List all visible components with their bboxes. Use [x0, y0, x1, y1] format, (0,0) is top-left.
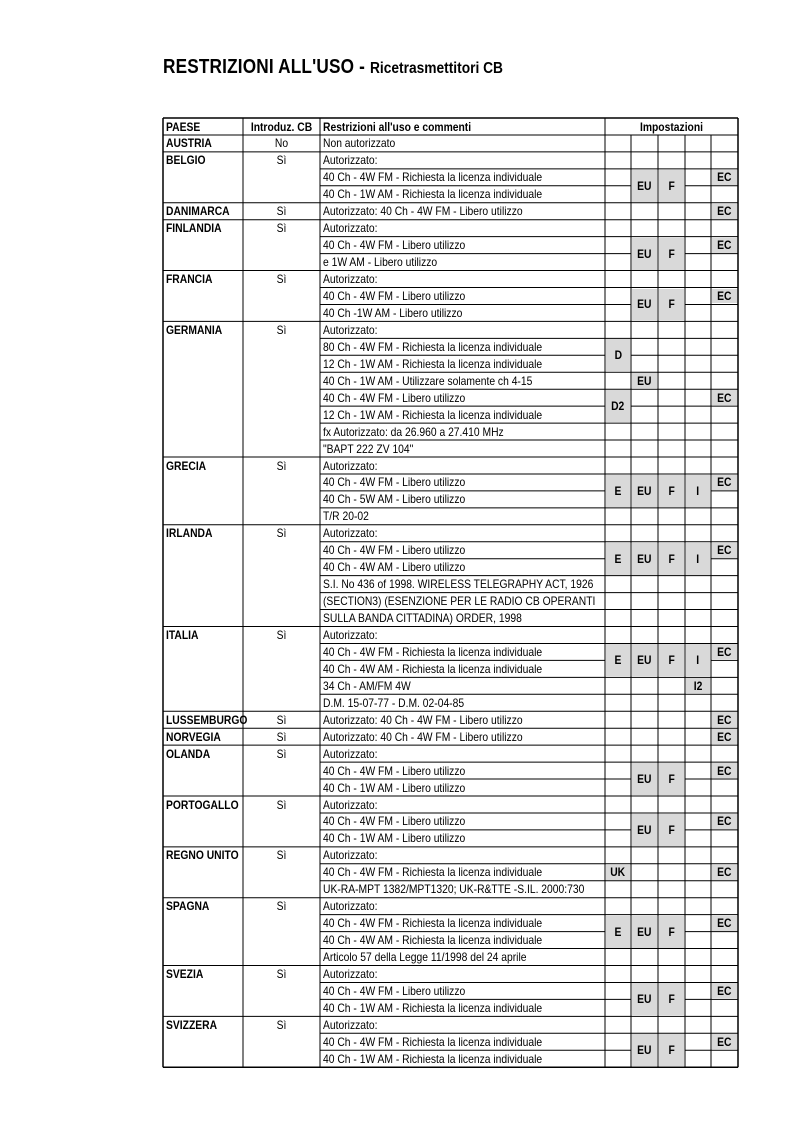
setting-badge-label: EC: [717, 170, 732, 185]
setting-badge: [659, 475, 684, 507]
setting-badge: [606, 865, 630, 880]
country-name: IRLANDA: [166, 526, 213, 541]
comment-line: 40 Ch - 4W FM - Libero utilizzo: [323, 814, 466, 829]
comment-line: 34 Ch - AM/FM 4W: [323, 678, 411, 693]
comment-line: 40 Ch -1W AM - Libero utilizzo: [323, 305, 463, 320]
setting-badge: [712, 543, 737, 558]
country-name: FRANCIA: [166, 272, 213, 287]
setting-badge: [712, 712, 737, 727]
setting-badge-label: EU: [637, 1043, 652, 1058]
comment-line: 40 Ch - 1W AM - Libero utilizzo: [323, 831, 466, 846]
setting-badge-label: I: [696, 653, 700, 668]
setting-badge-label: F: [668, 246, 675, 261]
comment-line: 40 Ch - 4W FM - Libero utilizzo: [323, 983, 466, 998]
setting-badge-label: F: [668, 822, 675, 837]
setting-badge-label: EC: [717, 288, 732, 303]
comment-line: e 1W AM - Libero utilizzo: [323, 255, 438, 270]
setting-badge: [686, 475, 710, 507]
comment-line: 40 Ch - 4W AM - Richiesta la licenza individuale: [323, 933, 543, 948]
comment-line: 40 Ch - 1W AM - Richiesta la licenza individuale: [323, 1000, 543, 1015]
setting-badge: [712, 814, 737, 829]
setting-badge: [659, 644, 684, 676]
setting-badge-label: EC: [717, 475, 732, 490]
country-intro: Sì: [276, 746, 287, 761]
setting-badge-label: F: [668, 653, 675, 668]
setting-badge: [712, 729, 737, 744]
setting-badge: [632, 983, 657, 1015]
country-name: OLANDA: [166, 746, 211, 761]
comment-line: 40 Ch - 4W AM - Libero utilizzo: [323, 560, 466, 575]
comment-line: 40 Ch - 4W AM - Richiesta la licenza individuale: [323, 661, 543, 676]
setting-badge: [632, 916, 657, 948]
comment-line: T/R 20-02: [323, 509, 369, 524]
setting-badge: [606, 475, 630, 507]
setting-badge-label: EC: [717, 712, 732, 727]
setting-badge-label: EC: [717, 729, 732, 744]
title-separator: -: [354, 56, 370, 78]
country-name: SPAGNA: [166, 899, 210, 914]
setting-badge-label: EC: [717, 865, 732, 880]
setting-badge: [712, 1034, 737, 1049]
setting-badge: [659, 289, 684, 321]
comment-line: 40 Ch - 4W FM - Richiesta la licenza individuale: [323, 1034, 543, 1049]
setting-badge: [632, 644, 657, 676]
setting-badge: [686, 543, 710, 575]
setting-badge: [659, 543, 684, 575]
country-intro: Sì: [276, 526, 287, 541]
country-name: GERMANIA: [166, 322, 223, 337]
header-introduz: Introduz. CB: [250, 120, 313, 134]
comment-line: Autorizzato: 40 Ch - 4W FM - Libero utilizzo: [323, 729, 523, 744]
setting-badge: [659, 916, 684, 948]
country-intro: Sì: [276, 322, 287, 337]
country-name: ITALIA: [166, 628, 199, 642]
country-intro: No: [274, 136, 289, 151]
setting-badge-label: EC: [717, 644, 732, 659]
country-intro: Sì: [276, 848, 287, 863]
comment-line: Autorizzato:: [323, 967, 378, 981]
comment-line: Autorizzato:: [323, 221, 378, 236]
setting-badge: [606, 644, 630, 676]
comment-line: "BAPT 222 ZV 104": [323, 441, 414, 456]
comment-line: Autorizzato:: [323, 848, 378, 863]
setting-badge-label: F: [668, 551, 675, 566]
comment-line: 40 Ch - 4W FM - Libero utilizzo: [323, 289, 466, 303]
setting-badge-label: E: [614, 551, 622, 566]
country-intro: Sì: [276, 272, 287, 287]
comment-line: D.M. 15-07-77 - D.M. 02-04-85: [323, 695, 465, 710]
setting-badge: [632, 814, 657, 846]
setting-badge-label: F: [668, 924, 675, 939]
setting-badge-label: UK: [610, 865, 626, 880]
country-name: SVEZIA: [166, 967, 204, 981]
comment-line: 40 Ch - 1W AM - Libero utilizzo: [323, 780, 466, 795]
page-title: [163, 56, 503, 79]
country-intro: Sì: [276, 899, 287, 914]
setting-badge: [632, 289, 657, 321]
setting-badge-label: E: [614, 924, 622, 939]
setting-badge-label: D: [614, 348, 622, 363]
setting-badge-label: EC: [717, 814, 732, 829]
comment-line: Articolo 57 della Legge 11/1998 del 24 aprile: [323, 950, 527, 965]
setting-badge: [659, 814, 684, 846]
comment-line: 40 Ch - 4W FM - Richiesta la licenza individuale: [323, 916, 543, 931]
setting-badge: [606, 390, 630, 422]
country-name: REGNO UNITO: [166, 848, 239, 863]
setting-badge: [712, 204, 737, 219]
comment-line: 40 Ch - 5W AM - Libero utilizzo: [323, 492, 466, 507]
setting-badge-label: F: [668, 992, 675, 1007]
setting-badge: [606, 339, 630, 371]
header-restrizioni: Restrizioni all'uso e commenti: [323, 120, 472, 134]
setting-badge: [712, 983, 737, 998]
comment-line: Autorizzato: 40 Ch - 4W FM - Libero utilizzo: [323, 712, 523, 727]
country-name: BELGIO: [166, 153, 206, 168]
setting-badge: [712, 916, 737, 931]
title-main: RESTRIZIONI ALL'USO: [163, 56, 355, 78]
setting-badge-label: EC: [717, 238, 732, 253]
comment-line: Autorizzato:: [323, 322, 378, 337]
setting-badge-label: F: [668, 1043, 675, 1058]
comment-line: 40 Ch - 4W FM - Libero utilizzo: [323, 543, 466, 558]
comment-line: 40 Ch - 1W AM - Richiesta la licenza individuale: [323, 1051, 543, 1066]
setting-badge: [686, 644, 710, 676]
setting-badge: [712, 390, 737, 405]
country-intro: Sì: [276, 153, 287, 168]
country-name: DANIMARCA: [166, 204, 230, 219]
comment-line: UK-RA-MPT 1382/MPT1320; UK-R&TTE -S.IL. 2000:730: [323, 882, 585, 897]
setting-badge-label: EU: [637, 373, 652, 388]
comment-line: 12 Ch - 1W AM - Richiesta la licenza individuale: [323, 356, 543, 371]
comment-line: Autorizzato:: [323, 899, 378, 914]
comment-line: 40 Ch - 4W FM - Libero utilizzo: [323, 390, 466, 405]
setting-badge: [632, 238, 657, 270]
country-intro: Sì: [276, 221, 287, 236]
setting-badge: [659, 238, 684, 270]
country-intro: Sì: [276, 712, 287, 727]
setting-badge: [686, 678, 710, 693]
country-intro: Sì: [276, 1017, 287, 1032]
comment-line: Non autorizzato: [323, 136, 396, 151]
header-impostazioni: Impostazioni: [639, 120, 704, 134]
comment-line: Autorizzato:: [323, 797, 378, 812]
setting-badge-label: E: [614, 653, 622, 668]
setting-badge: [659, 983, 684, 1015]
comment-line: 40 Ch - 1W AM - Utilizzare solamente ch 4-15: [323, 373, 533, 388]
setting-badge-label: F: [668, 772, 675, 787]
setting-badge: [632, 475, 657, 507]
comment-line: Autorizzato:: [323, 746, 378, 761]
setting-badge-label: F: [668, 297, 675, 312]
setting-badge-label: F: [668, 178, 675, 193]
comment-line: Autorizzato: 40 Ch - 4W FM - Libero utilizzo: [323, 204, 523, 219]
setting-badge-label: F: [668, 483, 675, 498]
country-name: PORTOGALLO: [166, 797, 239, 812]
setting-badge-label: EU: [637, 772, 652, 787]
setting-badge-label: EU: [637, 483, 652, 498]
comment-line: Autorizzato:: [323, 272, 378, 287]
setting-badge: [632, 543, 657, 575]
country-intro: Sì: [276, 628, 287, 642]
setting-badge: [712, 238, 737, 253]
country-name: FINLANDIA: [166, 221, 222, 236]
setting-badge: [659, 170, 684, 202]
setting-badge: [659, 1034, 684, 1066]
country-intro: Sì: [276, 797, 287, 812]
country-intro: Sì: [276, 729, 287, 744]
country-intro: Sì: [276, 458, 287, 473]
setting-badge-label: I: [696, 483, 700, 498]
comment-line: 40 Ch - 1W AM - Richiesta la licenza individuale: [323, 187, 543, 202]
setting-badge: [712, 644, 737, 659]
setting-badge: [712, 170, 737, 185]
comment-line: 40 Ch - 4W FM - Richiesta la licenza individuale: [323, 644, 543, 659]
setting-badge-label: EC: [717, 763, 732, 778]
setting-badge-label: EC: [717, 916, 732, 931]
comment-line: (SECTION3) (ESENZIONE PER LE RADIO CB OPERANTI: [323, 594, 596, 609]
setting-badge-label: EU: [637, 992, 652, 1007]
comment-line: Autorizzato:: [323, 1017, 378, 1032]
country-intro: Sì: [276, 204, 287, 219]
setting-badge-label: EC: [717, 204, 732, 219]
setting-badge-label: EC: [717, 1034, 732, 1049]
comment-line: 12 Ch - 1W AM - Richiesta la licenza individuale: [323, 407, 543, 422]
setting-badge-label: EU: [637, 822, 652, 837]
setting-badge-label: I: [696, 551, 700, 566]
setting-badge: [712, 763, 737, 778]
comment-line: 40 Ch - 4W FM - Libero utilizzo: [323, 763, 466, 778]
setting-badge: [632, 373, 657, 388]
setting-badge: [606, 543, 630, 575]
setting-badge-label: EC: [717, 983, 732, 998]
comment-line: 40 Ch - 4W FM - Richiesta la licenza individuale: [323, 170, 543, 185]
country-name: LUSSEMBURGO: [166, 712, 248, 727]
comment-line: fx Autorizzato: da 26.960 a 27.410 MHz: [323, 424, 504, 439]
comment-line: Autorizzato:: [323, 153, 378, 168]
country-name: AUSTRIA: [166, 136, 212, 151]
country-name: SVIZZERA: [166, 1017, 218, 1032]
comment-line: 40 Ch - 4W FM - Richiesta la licenza individuale: [323, 865, 543, 880]
country-intro: Sì: [276, 967, 287, 981]
comment-line: 40 Ch - 4W FM - Libero utilizzo: [323, 475, 466, 490]
comment-line: Autorizzato:: [323, 458, 378, 473]
country-name: GRECIA: [166, 458, 207, 473]
setting-badge-label: EU: [637, 924, 652, 939]
setting-badge-label: EU: [637, 178, 652, 193]
header-paese: PAESE: [166, 120, 201, 134]
comment-line: 80 Ch - 4W FM - Richiesta la licenza individuale: [323, 339, 543, 354]
setting-badge: [632, 1034, 657, 1066]
title-sub: Ricetrasmettitori CB: [369, 60, 503, 77]
country-name: NORVEGIA: [166, 729, 221, 744]
setting-badge: [712, 865, 737, 880]
setting-badge-label: EC: [717, 543, 732, 558]
setting-badge: [712, 289, 737, 304]
setting-badge-label: EC: [717, 390, 732, 405]
setting-badge-label: EU: [637, 246, 652, 261]
comment-line: 40 Ch - 4W FM - Libero utilizzo: [323, 238, 466, 253]
setting-badge: [606, 916, 630, 948]
comment-line: SULLA BANDA CITTADINA) ORDER, 1998: [323, 611, 522, 626]
setting-badge-label: D2: [611, 399, 625, 414]
setting-badge: [632, 763, 657, 795]
setting-badge: [659, 763, 684, 795]
setting-badge: [632, 170, 657, 202]
comment-line: Autorizzato:: [323, 628, 378, 642]
setting-badge-label: EU: [637, 297, 652, 312]
setting-badge-label: I2: [693, 678, 703, 693]
setting-badge-label: EU: [637, 653, 652, 668]
setting-badge-label: E: [614, 483, 622, 498]
setting-badge: [712, 475, 737, 490]
comment-line: S.I. No 436 of 1998. WIRELESS TELEGRAPHY ACT, 1926: [323, 577, 594, 592]
setting-badge-label: EU: [637, 551, 652, 566]
comment-line: Autorizzato:: [323, 526, 378, 541]
